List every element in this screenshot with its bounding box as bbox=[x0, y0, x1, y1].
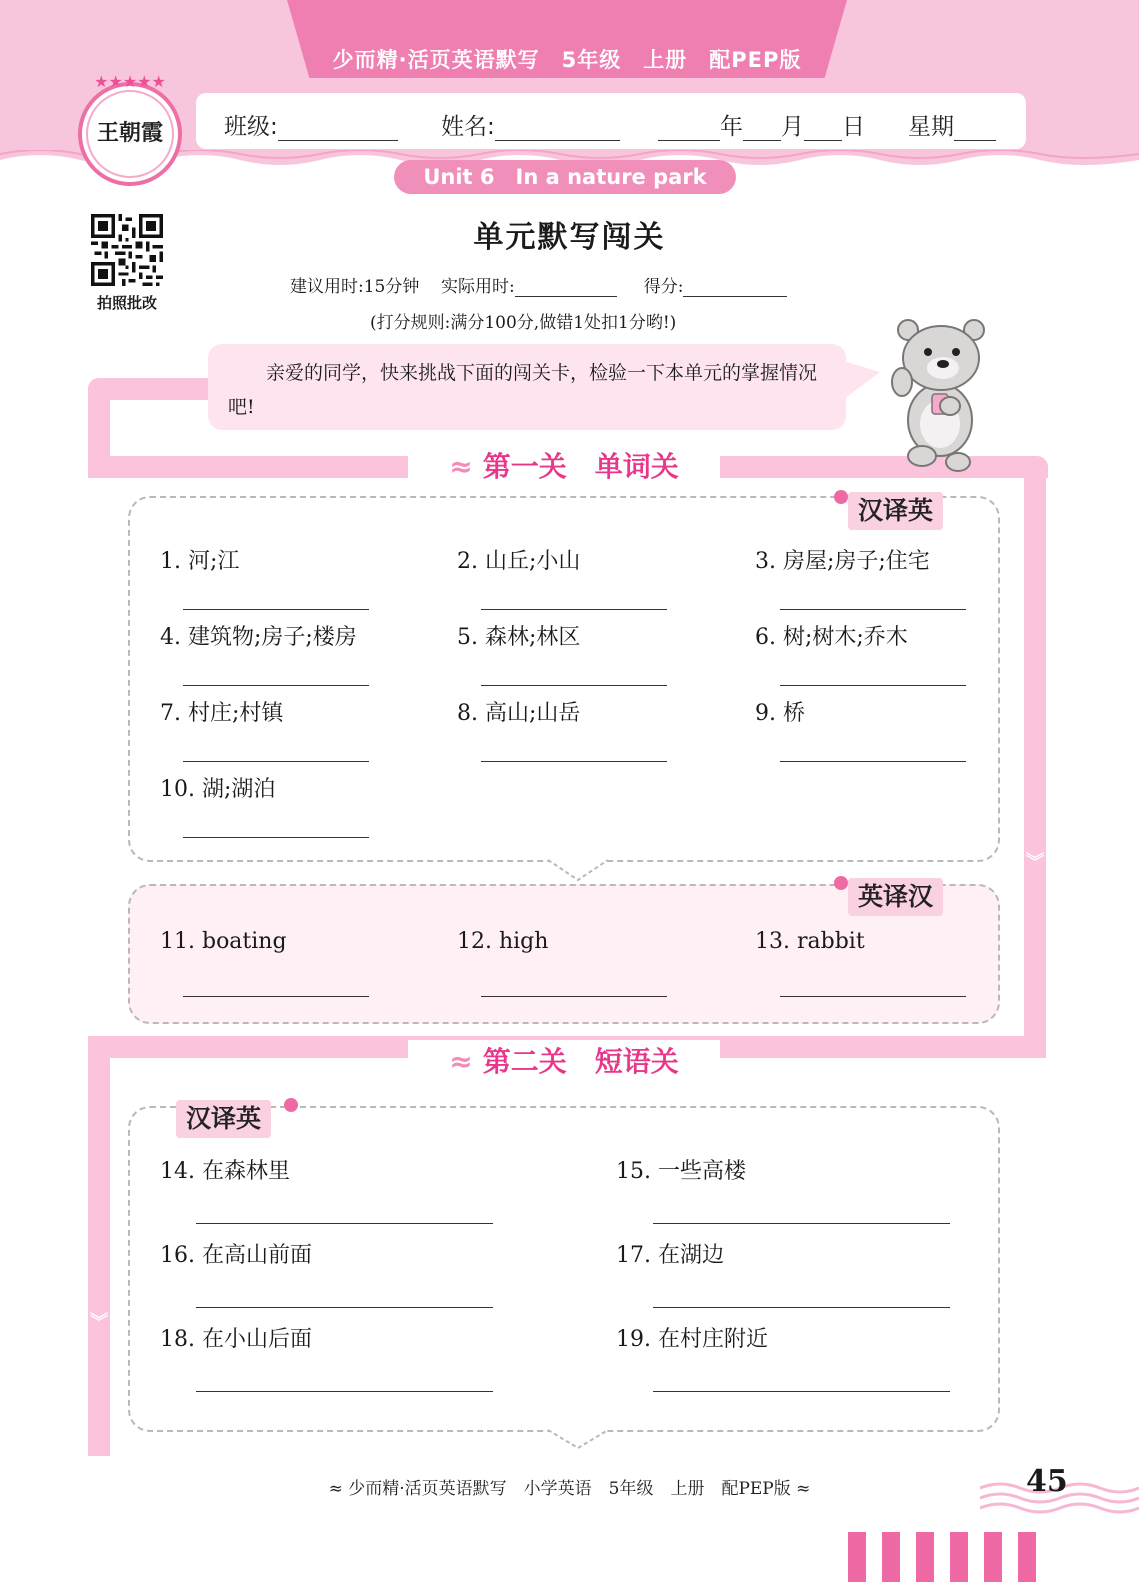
question-10: 10. 湖;湖泊 bbox=[160, 777, 276, 802]
question-19: 19. 在村庄附近 bbox=[616, 1327, 768, 1352]
name-label: 姓名: bbox=[441, 114, 495, 140]
section-1b-tag: 英译汉 bbox=[848, 878, 943, 916]
section-2-header bbox=[408, 1040, 720, 1084]
scoring-rule: (打分规则:满分100分,做错1处扣1分哟!) bbox=[370, 313, 677, 333]
answer-line-3[interactable] bbox=[780, 609, 966, 610]
question-13: 13. rabbit bbox=[755, 929, 865, 954]
question-1: 1. 河;江 bbox=[160, 549, 240, 574]
intro-text: 亲爱的同学，快来挑战下面的闯关卡，检验一下本单元的掌握情况吧! bbox=[228, 362, 818, 418]
section-1-title: 第一关 单词关 bbox=[482, 450, 679, 483]
question-3: 3. 房屋;房子;住宅 bbox=[755, 549, 930, 574]
answer-line-12[interactable] bbox=[481, 996, 667, 997]
score-field[interactable] bbox=[683, 278, 787, 297]
question-11: 11. boating bbox=[160, 929, 287, 954]
page-number: 45 bbox=[1026, 1464, 1068, 1499]
question-15: 15. 一些高楼 bbox=[616, 1159, 746, 1184]
logo-text: 王朝霞 bbox=[96, 120, 163, 146]
question-9: 9. 桥 bbox=[755, 701, 805, 726]
class-label: 班级: bbox=[224, 114, 278, 140]
question-17: 17. 在湖边 bbox=[616, 1243, 724, 1268]
actual-time-field[interactable] bbox=[515, 278, 617, 297]
question-14: 14. 在森林里 bbox=[160, 1159, 290, 1184]
footer-stripe bbox=[882, 1532, 900, 1582]
tag-dot bbox=[284, 1098, 298, 1112]
page-title: 单元默写闯关 bbox=[473, 220, 666, 255]
section-2-tag: 汉译英 bbox=[176, 1100, 271, 1138]
answer-line-10[interactable] bbox=[183, 837, 369, 838]
answer-line-5[interactable] bbox=[481, 685, 667, 686]
section-1-header bbox=[408, 445, 720, 489]
answer-line-15[interactable] bbox=[653, 1223, 950, 1224]
footer-text: ≈ 少而精·活页英语默写 小学英语 5年级 上册 配PEP版 ≈ bbox=[328, 1479, 811, 1499]
name-field[interactable] bbox=[441, 108, 620, 141]
section-2-title: 第二关 短语关 bbox=[482, 1045, 679, 1078]
time-info bbox=[290, 272, 787, 297]
wave-icon: ≈ bbox=[449, 450, 473, 483]
answer-line-1[interactable] bbox=[183, 609, 369, 610]
box-bottom-notch bbox=[548, 1428, 608, 1454]
date-field[interactable] bbox=[658, 108, 865, 141]
question-6: 6. 树;树木;乔木 bbox=[755, 625, 908, 650]
answer-line-14[interactable] bbox=[196, 1223, 493, 1224]
year-label: 年 bbox=[720, 114, 743, 140]
answer-line-4[interactable] bbox=[183, 685, 369, 686]
series-title: 少而精·活页英语默写 5年级 上册 配PEP版 bbox=[332, 48, 802, 72]
answer-line-8[interactable] bbox=[481, 761, 667, 762]
class-field[interactable] bbox=[224, 108, 398, 141]
bear-mascot-icon bbox=[888, 316, 998, 472]
answer-line-2[interactable] bbox=[481, 609, 667, 610]
answer-line-7[interactable] bbox=[183, 761, 369, 762]
answer-line-11[interactable] bbox=[183, 996, 369, 997]
track-top-connector bbox=[88, 378, 218, 400]
question-7: 7. 村庄;村镇 bbox=[160, 701, 284, 726]
unit-title: Unit 6 In a nature park bbox=[394, 160, 736, 194]
weekday-field[interactable] bbox=[908, 108, 996, 141]
question-5: 5. 森林;林区 bbox=[457, 625, 581, 650]
answer-line-16[interactable] bbox=[196, 1307, 493, 1308]
question-4: 4. 建筑物;房子;楼房 bbox=[160, 625, 357, 650]
actual-time-label: 实际用时: bbox=[440, 277, 515, 297]
answer-line-9[interactable] bbox=[780, 761, 966, 762]
footer-stripe bbox=[848, 1532, 866, 1582]
answer-line-6[interactable] bbox=[780, 685, 966, 686]
tag-dot bbox=[834, 876, 848, 890]
answer-line-18[interactable] bbox=[196, 1391, 493, 1392]
score-label: 得分: bbox=[643, 277, 684, 297]
weekday-label: 星期 bbox=[908, 114, 954, 140]
footer-stripe bbox=[916, 1532, 934, 1582]
track-chevron-left: ︾ bbox=[90, 1312, 108, 1333]
section-1a-tag: 汉译英 bbox=[848, 492, 943, 530]
footer-stripe bbox=[984, 1532, 1002, 1582]
question-2: 2. 山丘;小山 bbox=[457, 549, 581, 574]
suggested-time: 建议用时:15分钟 bbox=[290, 277, 420, 297]
month-label: 月 bbox=[781, 114, 804, 140]
wave-icon: ≈ bbox=[449, 1045, 473, 1078]
question-18: 18. 在小山后面 bbox=[160, 1327, 312, 1352]
tag-dot bbox=[834, 490, 848, 504]
speech-bubble-tail bbox=[840, 360, 880, 402]
question-8: 8. 高山;山岳 bbox=[457, 701, 581, 726]
track-left-lower bbox=[88, 1036, 110, 1456]
answer-line-19[interactable] bbox=[653, 1391, 950, 1392]
footer-stripe bbox=[1018, 1532, 1036, 1582]
answer-line-17[interactable] bbox=[653, 1307, 950, 1308]
track-right bbox=[1024, 456, 1046, 1056]
track-chevron-right: ︾ bbox=[1026, 852, 1044, 873]
footer-stripe bbox=[950, 1532, 968, 1582]
question-12: 12. high bbox=[457, 929, 549, 954]
answer-line-13[interactable] bbox=[780, 996, 966, 997]
day-label: 日 bbox=[842, 114, 865, 140]
logo-stars: ★★★★★ bbox=[94, 72, 166, 91]
qr-label: 拍照批改 bbox=[96, 294, 157, 312]
question-16: 16. 在高山前面 bbox=[160, 1243, 312, 1268]
